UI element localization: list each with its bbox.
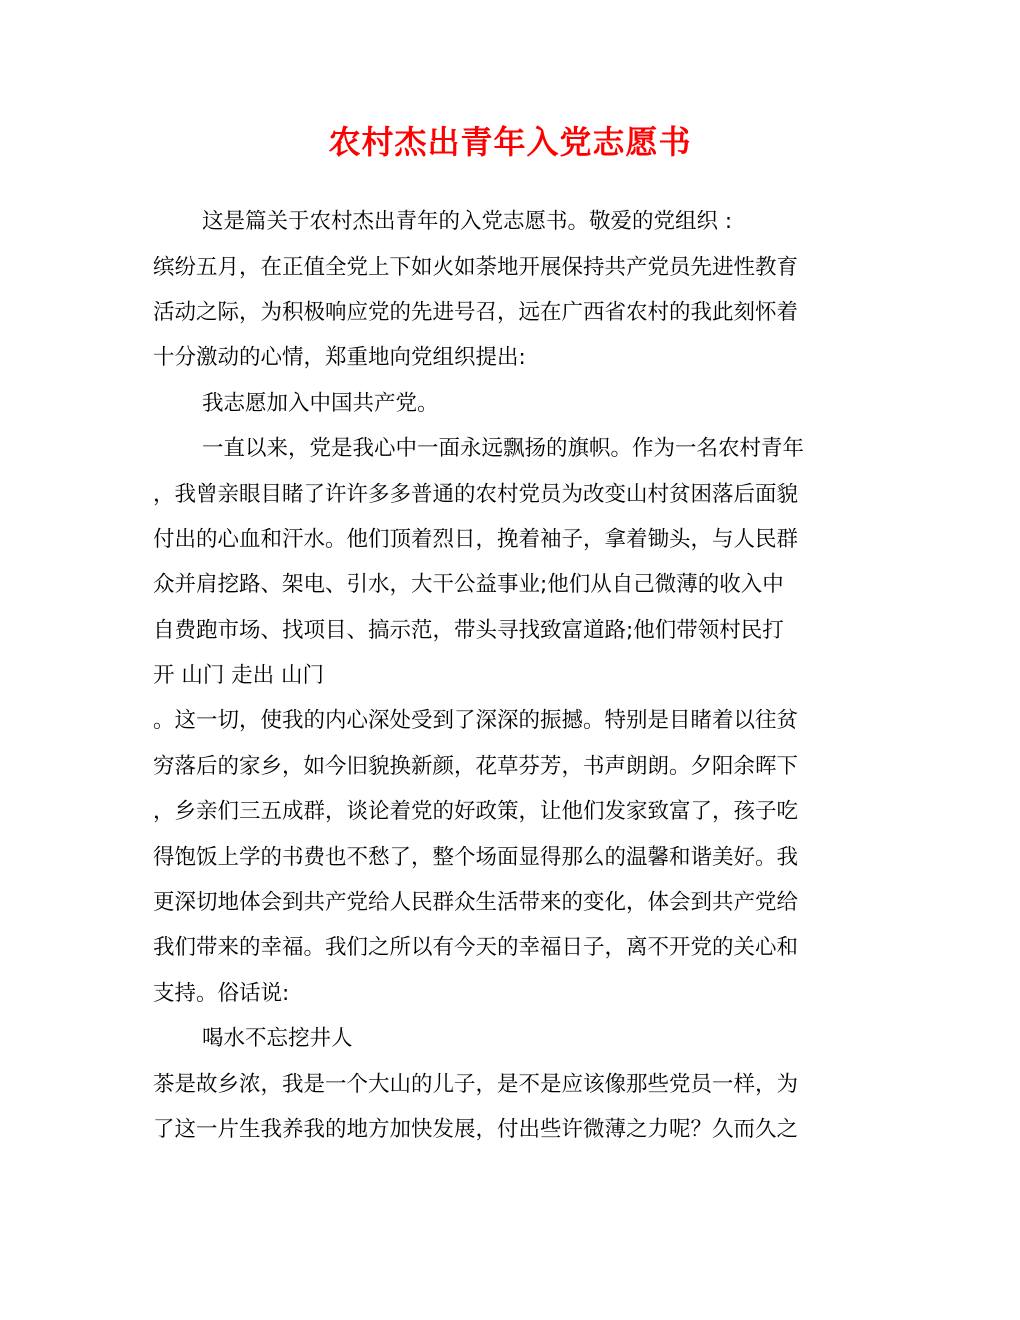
text-line: 我们带来的幸福。我们之所以有今天的幸福日子，离不开党的关心和 xyxy=(153,935,799,960)
text-line: ，乡亲们三五成群，谈论着党的好政策，让他们发家致富了，孩子吃 xyxy=(153,799,799,824)
text-line: 得饱饭上学的书费也不愁了，整个场面显得那么的温馨和谐美好。我 xyxy=(153,845,799,870)
text-line: 茶是故乡浓，我是一个大山的儿子，是不是应该像那些党员一样，为 xyxy=(153,1072,799,1097)
text-line: 了这一片生我养我的地方加快发展，付出些许微薄之力呢？久而久之 xyxy=(153,1117,799,1142)
text-line: 缤纷五月，在正值全党上下如火如荼地开展保持共产党员先进性教育 xyxy=(153,255,799,280)
text-line: 我志愿加入中国共产党。 xyxy=(202,391,439,416)
text-line: 穷落后的家乡，如今旧貌换新颜，花草芬芳，书声朗朗。夕阳余晖下 xyxy=(153,754,799,779)
text-line: 自费跑市场、找项目、搞示范，带头寻找致富道路;他们带领村民打 xyxy=(153,618,784,643)
text-line: 众并肩挖路、架电、引水，大干公益事业;他们从自己微薄的收入中 xyxy=(153,572,784,597)
text-line: 十分激动的心情，郑重地向党组织提出: xyxy=(153,345,526,370)
text-line: 付出的心血和汗水。他们顶着烈日，挽着袖子，拿着锄头，与人民群 xyxy=(153,527,799,552)
text-line: 活动之际，为积极响应党的先进号召，远在广西省农村的我此刻怀着 xyxy=(153,300,799,325)
text-line: 喝水不忘挖井人 xyxy=(202,1026,353,1051)
text-line: ，我曾亲眼目睹了许许多多普通的农村党员为改变山村贫困落后面貌 xyxy=(153,482,799,507)
text-line: 一直以来，党是我心中一面永远飘扬的旗帜。作为一名农村青年 xyxy=(202,436,805,461)
text-line: 。这一切，使我的内心深处受到了深深的振撼。特别是目睹着以往贫 xyxy=(153,708,799,733)
text-line: 这是篇关于农村杰出青年的入党志愿书。敬爱的党组织 : xyxy=(202,209,733,234)
text-line: 支持。俗话说: xyxy=(153,981,290,1006)
document-title: 农村杰出青年入党志愿书 xyxy=(328,123,692,161)
text-line: 开 山门 走出 山门 xyxy=(153,663,325,688)
text-line: 更深切地体会到共产党给人民群众生活带来的变化，体会到共产党给 xyxy=(153,890,799,915)
